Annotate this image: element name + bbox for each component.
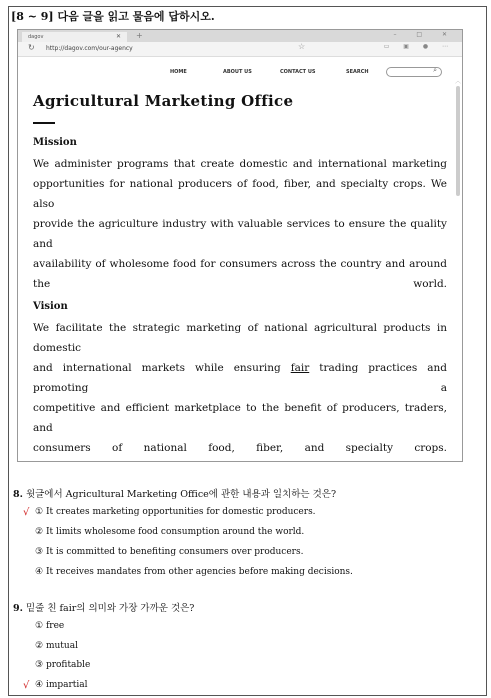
- nav-home[interactable]: HOME: [170, 69, 187, 75]
- vision-line: and international markets while ensuring: [33, 362, 281, 374]
- bookmark-star-icon[interactable]: ☆: [298, 42, 306, 51]
- option-9-2[interactable]: ② mutual: [35, 641, 78, 651]
- question-9: [13, 600, 194, 614]
- page-content: [33, 90, 447, 462]
- mission-paragraph: [33, 154, 447, 294]
- option-9-3[interactable]: ③ profitable: [35, 660, 91, 670]
- url-field[interactable]: http://dagov.com/our-agency: [46, 45, 133, 52]
- option-9-1[interactable]: ① free: [35, 621, 65, 631]
- vision-line: trading practices and promoting a: [33, 362, 447, 394]
- scrollbar-thumb[interactable]: [456, 86, 460, 196]
- option-8-4[interactable]: ④ It receives mandates from other agencies before making decisions.: [35, 567, 353, 577]
- title-rule: [33, 122, 55, 124]
- mission-line: availability of wholesome food for consumers across the country and around the world.: [33, 258, 447, 290]
- address-bar: [18, 42, 462, 57]
- browser-tab[interactable]: [22, 32, 127, 42]
- instruction-text: 다음 글을 읽고 물음에 답하시오.: [57, 10, 215, 23]
- option-9-4[interactable]: ④ impartial: [35, 680, 88, 690]
- toolbar-icons[interactable]: ▭ ▣ ● ⋯: [383, 43, 454, 50]
- tab-title: dagov: [28, 34, 44, 40]
- vision-line: consumers of national food, fiber, and specialty crops.: [33, 442, 447, 454]
- check-mark-icon: √: [23, 507, 30, 518]
- check-mark-icon: √: [23, 680, 30, 691]
- search-icon[interactable]: ⌕: [433, 66, 437, 74]
- question-range: [8 ~ 9]: [11, 10, 54, 23]
- nav-about-us[interactable]: ABOUT US: [223, 69, 252, 75]
- mission-heading: Mission: [33, 137, 77, 148]
- option-8-1[interactable]: ① It creates marketing opportunities for domestic producers.: [35, 507, 316, 517]
- new-tab-icon[interactable]: +: [136, 31, 143, 40]
- vision-heading: Vision: [33, 301, 68, 312]
- search-input[interactable]: [386, 67, 442, 77]
- tab-close-icon[interactable]: ✕: [115, 33, 121, 40]
- question-text: 윗글에서 Agricultural Marketing Office에 관한 내용과 일치하는 것은?: [25, 489, 337, 500]
- instruction-line: [11, 8, 215, 24]
- nav-contact-us[interactable]: CONTACT US: [280, 69, 316, 75]
- mission-line: opportunities for national producers of food, fiber, and specialty crops. We also: [33, 178, 447, 210]
- browser-window: [17, 29, 463, 462]
- question-number: 9.: [13, 603, 23, 614]
- window-controls[interactable]: – □ ✕: [393, 31, 456, 38]
- vision-paragraph: [33, 318, 447, 458]
- scrollbar[interactable]: [456, 78, 460, 458]
- nav-search[interactable]: SEARCH: [346, 69, 369, 75]
- mission-line: We administer programs that create domestic and international marketing: [33, 158, 447, 170]
- option-8-3[interactable]: ③ It is committed to benefiting consumers over producers.: [35, 547, 304, 557]
- question-text: 밑줄 친 fair의 의미와 가장 가까운 것은?: [25, 603, 195, 614]
- site-nav: [18, 68, 462, 80]
- vision-line: competitive and efficient marketplace to the benefit of producers, traders, and: [33, 402, 447, 434]
- question-number: 8.: [13, 489, 23, 500]
- vision-line: We facilitate the strategic marketing of national agricultural products in domestic: [33, 322, 447, 354]
- reload-icon[interactable]: ↻: [28, 43, 35, 52]
- page-title: Agricultural Marketing Office: [33, 92, 294, 110]
- option-8-2[interactable]: ② It limits wholesome food consumption around the world.: [35, 527, 305, 537]
- question-8: [13, 486, 336, 500]
- mission-line: provide the agriculture industry with valuable services to ensure the quality and: [33, 218, 447, 250]
- scroll-up-icon[interactable]: ︿: [455, 78, 462, 85]
- underlined-word-fair: fair: [290, 362, 310, 374]
- tab-bar: [18, 30, 462, 42]
